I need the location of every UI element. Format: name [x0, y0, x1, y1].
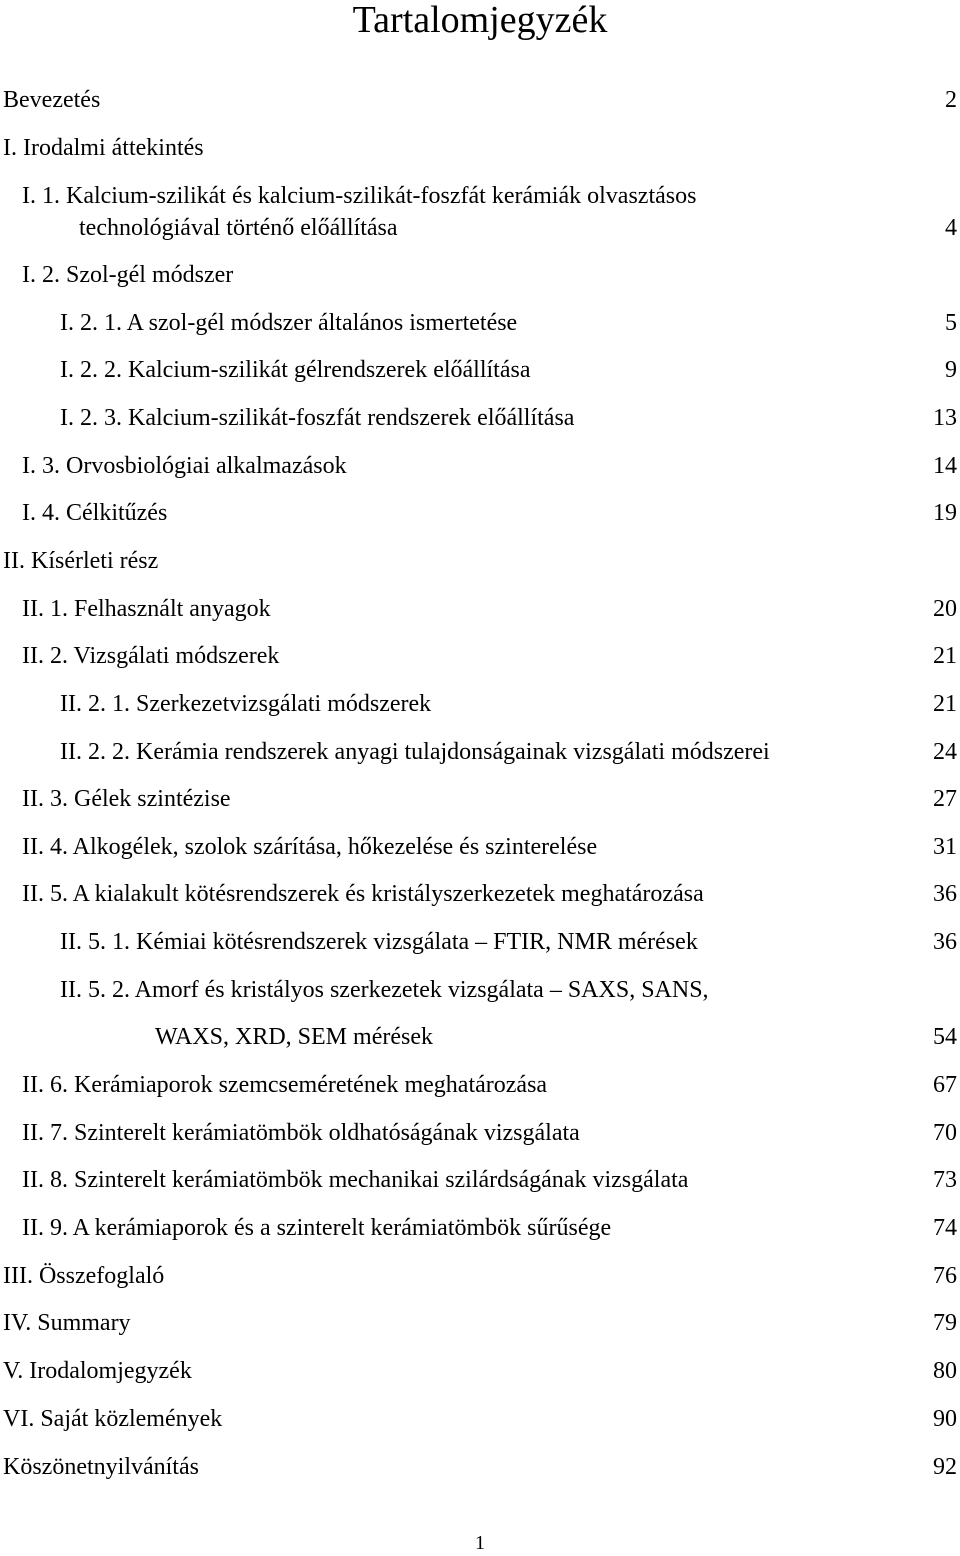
- toc-entry-label: I. Irodalmi áttekintés: [3, 135, 204, 161]
- toc-entry-label: II. 3. Gélek szintézise: [22, 786, 231, 812]
- toc-entry-page: 21: [933, 691, 957, 717]
- toc-entry-page: 24: [933, 739, 957, 765]
- toc-entry[interactable]: [0, 1356, 960, 1386]
- toc-entry-page: 13: [933, 405, 957, 431]
- toc-entry-page: 54: [933, 1024, 957, 1050]
- toc-entry-page: 36: [933, 929, 957, 955]
- toc-entry[interactable]: [0, 260, 960, 290]
- toc-entry[interactable]: [0, 784, 960, 814]
- toc-entry-label: II. 9. A kerámiaporok és a szinterelt kerámiatömbök sűrűsége: [22, 1215, 612, 1241]
- toc-entry[interactable]: [0, 1308, 960, 1338]
- toc-entry-label: III. Összefoglaló: [3, 1263, 165, 1289]
- toc-entry[interactable]: [0, 181, 960, 211]
- toc-entry[interactable]: [0, 451, 960, 481]
- toc-entry[interactable]: [0, 1404, 960, 1434]
- toc-entry-label: II. 6. Kerámiaporok szemcseméretének meghatározása: [22, 1072, 548, 1098]
- toc-entry-label: II. 2. Vizsgálati módszerek: [22, 643, 280, 669]
- toc-entry-label: II. 4. Alkogélek, szolok szárítása, hőkezelése és szinterelése: [22, 834, 598, 860]
- toc-entry-page: 14: [933, 453, 957, 479]
- toc-entry-label: I. 2. 3. Kalcium-szilikát-foszfát rendszerek előállítása: [60, 405, 575, 431]
- toc-entry[interactable]: [0, 689, 960, 719]
- toc-entry[interactable]: [0, 1070, 960, 1100]
- toc-entry[interactable]: [0, 546, 960, 576]
- toc-entry[interactable]: [0, 1261, 960, 1291]
- toc-entry-label: II. Kísérleti rész: [3, 548, 159, 574]
- toc-entry-label: II. 7. Szinterelt kerámiatömbök oldhatóságának vizsgálata: [22, 1120, 580, 1146]
- toc-entry-label: I. 3. Orvosbiológiai alkalmazások: [22, 453, 347, 479]
- toc-entry[interactable]: [0, 308, 960, 338]
- page-title: Tartalomjegyzék: [352, 0, 608, 41]
- toc-entry[interactable]: [0, 1452, 960, 1482]
- toc-entry-page: 2: [945, 87, 957, 113]
- toc-entry[interactable]: [0, 1165, 960, 1195]
- toc-entry-page: 4: [945, 215, 957, 241]
- toc-entry-page: 20: [933, 596, 957, 622]
- toc-entry[interactable]: [0, 355, 960, 385]
- toc-entry-label: I. 4. Célkitűzés: [22, 500, 168, 526]
- toc-entry-label: Köszönetnyilvánítás: [3, 1454, 199, 1480]
- toc-entry-label: IV. Summary: [3, 1310, 131, 1336]
- toc-entry[interactable]: [0, 975, 960, 1005]
- toc-entry-label: I. 2. 2. Kalcium-szilikát gélrendszerek előállítása: [60, 357, 531, 383]
- toc-entry[interactable]: [0, 1213, 960, 1243]
- toc-entry-label: II. 5. 1. Kémiai kötésrendszerek vizsgálata – FTIR, NMR mérések: [60, 929, 698, 955]
- toc-entry-page: 21: [933, 643, 957, 669]
- toc-entry[interactable]: [0, 737, 960, 767]
- toc-entry-page: 67: [933, 1072, 957, 1098]
- toc-entry[interactable]: [0, 498, 960, 528]
- toc-entry[interactable]: [0, 927, 960, 957]
- toc-entry-label: V. Irodalomjegyzék: [3, 1358, 192, 1384]
- toc-entry[interactable]: [0, 641, 960, 671]
- toc-entry[interactable]: [0, 213, 960, 243]
- toc-entry-label: I. 1. Kalcium-szilikát és kalcium-szilikát-foszfát kerámiák olvasztásos: [22, 183, 697, 209]
- toc-entry[interactable]: [0, 133, 960, 163]
- toc-entry-page: 73: [933, 1167, 957, 1193]
- toc-entry-page: 36: [933, 881, 957, 907]
- toc-entry-page: 90: [933, 1406, 957, 1432]
- toc-entry[interactable]: [0, 403, 960, 433]
- toc-entry[interactable]: [0, 1118, 960, 1148]
- toc-entry-page: 74: [933, 1215, 957, 1241]
- toc-entry-label: I. 2. 1. A szol-gél módszer általános ismertetése: [60, 310, 518, 336]
- toc-entry-page: 79: [933, 1310, 957, 1336]
- toc-entry[interactable]: [0, 85, 960, 115]
- toc-entry[interactable]: [0, 879, 960, 909]
- toc-entry-label: I. 2. Szol-gél módszer: [22, 262, 234, 288]
- toc-entry[interactable]: [0, 594, 960, 624]
- page-number: 1: [475, 1532, 485, 1554]
- toc-entry-page: 80: [933, 1358, 957, 1384]
- toc-entry-page: 76: [933, 1263, 957, 1289]
- toc-entry[interactable]: [0, 832, 960, 862]
- toc-entry-label: WAXS, XRD, SEM mérések: [155, 1024, 433, 1050]
- toc-entry-label: II. 5. 2. Amorf és kristályos szerkezetek vizsgálata – SAXS, SANS,: [60, 977, 709, 1003]
- toc-entry-label: II. 1. Felhasznált anyagok: [22, 596, 271, 622]
- toc-entry-page: 70: [933, 1120, 957, 1146]
- toc-entry-label: II. 2. 1. Szerkezetvizsgálati módszerek: [60, 691, 432, 717]
- toc-entry-page: 31: [933, 834, 957, 860]
- toc-entry-page: 5: [945, 310, 957, 336]
- toc-entry-page: 9: [945, 357, 957, 383]
- toc-entry-label: II. 8. Szinterelt kerámiatömbök mechanikai szilárdságának vizsgálata: [22, 1167, 689, 1193]
- toc-entry-label: II. 5. A kialakult kötésrendszerek és kristályszerkezetek meghatározása: [22, 881, 704, 907]
- toc-entry[interactable]: [0, 1022, 960, 1052]
- toc-entry-label: technológiával történő előállítása: [79, 215, 398, 241]
- toc-entry-label: Bevezetés: [3, 87, 101, 113]
- toc-entry-page: 92: [933, 1454, 957, 1480]
- toc-entry-label: VI. Saját közlemények: [3, 1406, 223, 1432]
- toc-entry-page: 19: [933, 500, 957, 526]
- toc-entry-label: II. 2. 2. Kerámia rendszerek anyagi tulajdonságainak vizsgálati módszerei: [60, 739, 770, 765]
- toc-entry-page: 27: [933, 786, 957, 812]
